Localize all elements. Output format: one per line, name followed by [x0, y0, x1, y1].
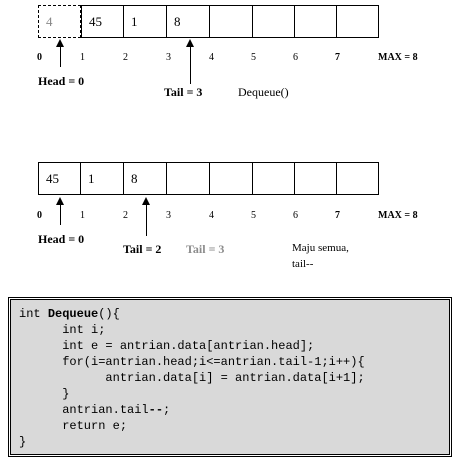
max-label: MAX = 8: [378, 210, 418, 221]
queue-cell-2: 8: [124, 162, 167, 195]
queue-cell-0: 45: [38, 162, 81, 195]
index-label-5: 5: [251, 210, 256, 221]
code-line-3: int e = antrian.data[antrian.head];: [19, 339, 315, 353]
queue-cell-3: [167, 162, 210, 195]
queue-cell-3: 8: [167, 5, 210, 38]
queue-cell-5: [253, 5, 295, 38]
queue-cell-4: [210, 162, 253, 195]
old-tail-label: Tail = 3: [186, 242, 225, 256]
queue-cell-7: [337, 5, 379, 38]
queue-cell-5: [253, 162, 295, 195]
index-label-0: 0: [37, 52, 42, 63]
queue-cell-4: [210, 5, 253, 38]
index-label-3: 3: [166, 210, 171, 221]
queue-cell-1: 45: [81, 5, 124, 38]
tail-label: Tail = 2: [123, 242, 162, 256]
shift-note-line1: Maju semua,: [292, 242, 349, 254]
head-label: Head = 0: [38, 74, 85, 88]
dequeue-code-block: [10, 299, 450, 455]
index-label-2: 2: [123, 210, 128, 221]
operation-label: Dequeue(): [238, 85, 289, 99]
code-line-2: int i;: [19, 323, 106, 337]
queue-cell-1: 1: [81, 162, 124, 195]
index-label-7: 7: [335, 210, 340, 221]
queue-cell-7: [337, 162, 379, 195]
tail-label: Tail = 3: [164, 85, 203, 99]
code-line-7: antrian.tail--;: [19, 403, 171, 417]
index-label-2: 2: [123, 52, 128, 63]
tail-arrow-shaft: [146, 204, 147, 236]
max-label: MAX = 8: [378, 52, 418, 63]
code-line-5: antrian.data[i] = antrian.data[i+1];: [19, 371, 365, 385]
head-label: Head = 0: [38, 232, 85, 246]
queue-cell-6: [295, 5, 337, 38]
index-label-1: 1: [80, 52, 85, 63]
queue-cell-6: [295, 162, 337, 195]
index-label-3: 3: [166, 52, 171, 63]
shift-note-line2: tail--: [292, 258, 314, 270]
tail-arrow-shaft: [190, 46, 191, 84]
code-line-6: }: [19, 387, 70, 401]
head-arrow-shaft: [60, 46, 61, 67]
code-line-1: int Dequeue(){: [19, 307, 120, 321]
index-label-7: 7: [335, 52, 340, 63]
head-arrow-shaft: [60, 204, 61, 225]
code-line-9: }: [19, 435, 27, 449]
index-label-1: 1: [80, 210, 85, 221]
index-label-4: 4: [209, 52, 214, 63]
queue-cell-2: 1: [124, 5, 167, 38]
code-line-8: return e;: [19, 419, 128, 433]
code-line-4: for(i=antrian.head;i<=antrian.tail-1;i++){: [19, 355, 365, 369]
index-label-4: 4: [209, 210, 214, 221]
queue-cell-0: 4: [38, 5, 81, 38]
index-label-6: 6: [293, 52, 298, 63]
index-label-5: 5: [251, 52, 256, 63]
index-label-0: 0: [37, 210, 42, 221]
index-label-6: 6: [293, 210, 298, 221]
